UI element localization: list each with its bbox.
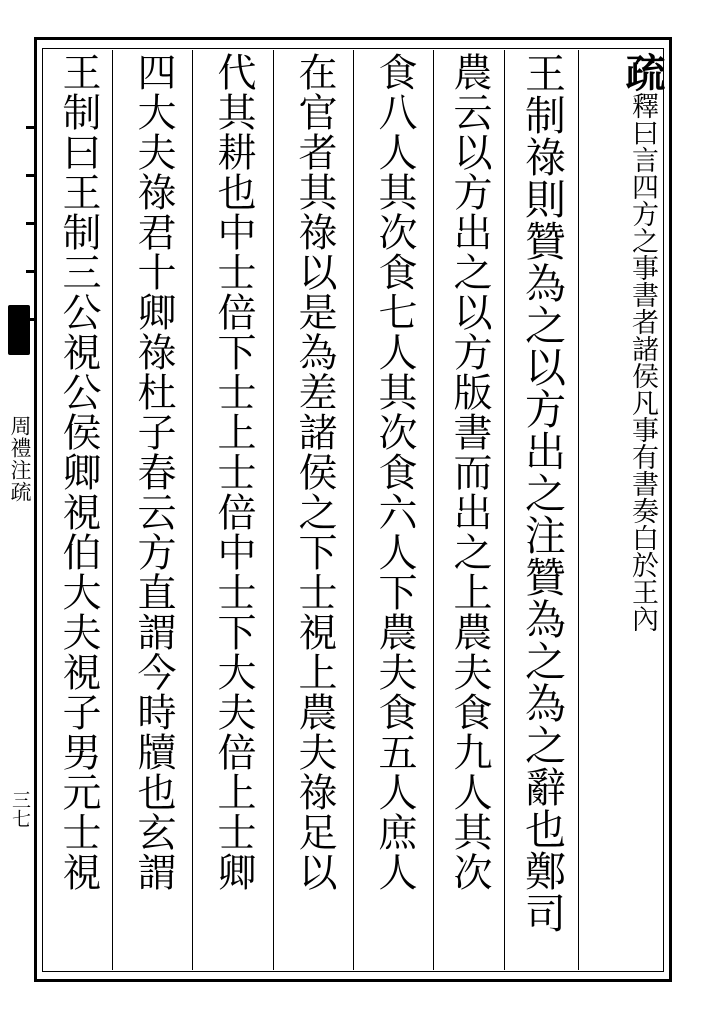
column-text: 王制曰王制三公視公侯卿視伯大夫視子男元士視 bbox=[56, 52, 101, 892]
column-rule bbox=[192, 50, 193, 970]
text-column bbox=[436, 52, 502, 972]
column-rule bbox=[578, 50, 579, 970]
margin-mark bbox=[26, 126, 36, 129]
column-rule bbox=[353, 50, 354, 970]
column-text: 王制祿則贊為之以方出之注贊為之為之辭也鄭司 bbox=[518, 52, 566, 934]
margin-mark bbox=[26, 270, 36, 273]
page-number: 三七 bbox=[9, 790, 31, 828]
annotation-right-line: 釋曰言四方之事書者諸侯凡事有書奏白於王內 bbox=[627, 92, 658, 632]
text-column bbox=[508, 52, 576, 972]
fish-tail-mark bbox=[8, 305, 30, 355]
page-margin bbox=[4, 46, 34, 976]
column-text: 食八人其次食七人其次食六人下農夫食五人庶人 bbox=[372, 52, 417, 892]
annotation-left-line bbox=[583, 52, 619, 952]
column-rule bbox=[433, 50, 434, 970]
column-rule bbox=[112, 50, 113, 970]
column-text: 在官者其祿以是為差諸侯之下士視上農夫祿足以 bbox=[292, 52, 337, 892]
commentary-head-char: 疏 bbox=[619, 52, 666, 92]
margin-mark bbox=[26, 174, 36, 177]
text-column bbox=[115, 52, 191, 972]
column-rule bbox=[504, 50, 505, 970]
column-rule bbox=[273, 50, 274, 970]
column-text: 代其耕也中士倍下士上士倍中士下大夫倍上士卿 bbox=[211, 52, 256, 892]
book-title: 周禮注疏 bbox=[8, 415, 32, 503]
column-text: 四大夫祿君十卿祿杜子春云方直謂今時牘也玄謂 bbox=[131, 52, 176, 892]
margin-mark bbox=[26, 222, 36, 225]
text-column bbox=[276, 52, 352, 972]
column-text: 農云以方出之以方版書而出之上農夫食九人其次 bbox=[447, 52, 492, 892]
text-column bbox=[356, 52, 432, 972]
text-column bbox=[195, 52, 271, 972]
text-column-annotation bbox=[582, 52, 666, 972]
text-column bbox=[45, 52, 111, 972]
